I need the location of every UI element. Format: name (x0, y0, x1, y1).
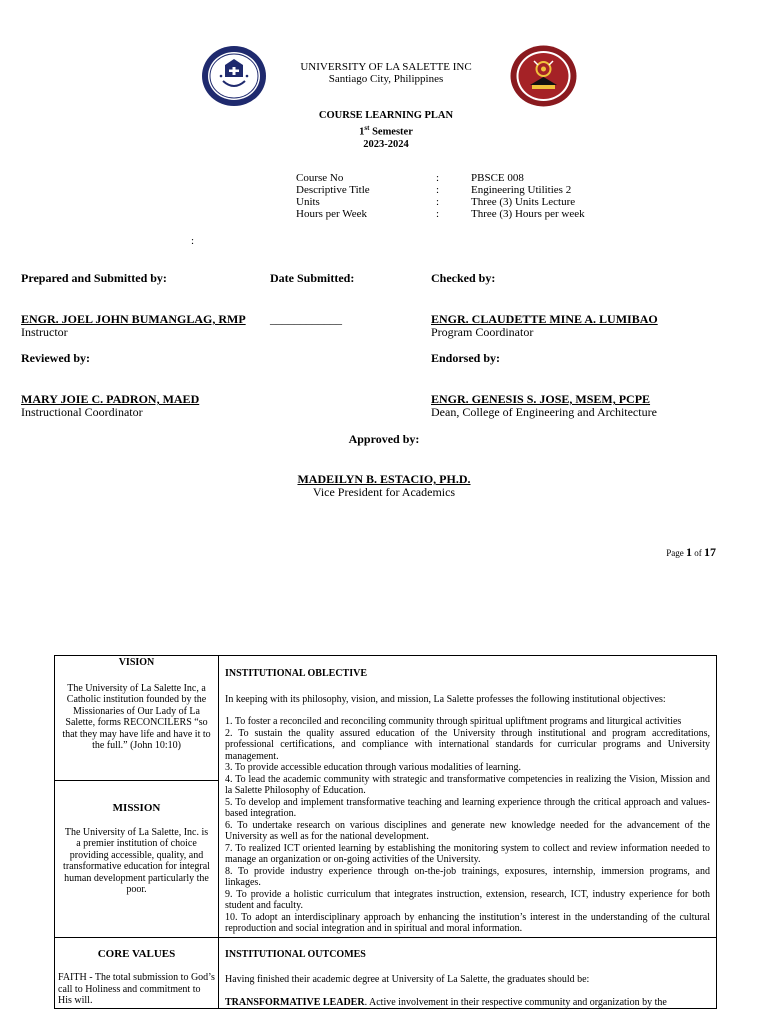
vision-mission-table (54, 655, 717, 1009)
school-year: 2023-2024 (363, 138, 409, 150)
objective-cell (219, 656, 717, 938)
core-values-text: FAITH - The total submission to God’s call to Holiness and commitment to His will. (58, 972, 215, 1006)
checked-label: Checked by: (431, 271, 496, 285)
objective-item: 9. To provide a holistic curriculum that integrates instruction, extension, research, ICT, industry experience for both student and faculty. (225, 888, 710, 911)
plan-title: COURSE LEARNING PLAN (318, 110, 454, 121)
objective-item: 3. To provide accessible education through various modalities of learning. (225, 762, 521, 773)
university-name: UNIVERSITY OF LA SALETTE INC (300, 61, 472, 73)
mission-cell (55, 781, 219, 938)
outcomes-cell (219, 937, 717, 1009)
objective-item: 8. To provide industry experience through on-the-job trainings, exposures, internship, immersion programs, and linkages. (225, 865, 710, 888)
core-values-title: CORE VALUES (97, 947, 176, 960)
approved-label: Approved by: (348, 432, 420, 446)
stray-colon: : (191, 235, 195, 247)
objective-item: 4. To lead the academic community with strategic and transformative competencies in realizing the Vision, Mission and la Salette Philosophy of Education. (225, 773, 710, 796)
outcomes-title: INSTITUTIONAL OUTCOMES (225, 948, 366, 960)
semester: 1st Semester (359, 124, 413, 138)
course-info-row: Course No : PBSCE 008 (296, 172, 524, 184)
prepared-name: ENGR. JOEL JOHN BUMANGLAG, RMP (21, 312, 246, 326)
approved-name: MADEILYN B. ESTACIO, PH.D. (297, 472, 471, 486)
reviewed-label: Reviewed by: (21, 351, 90, 365)
vision-cell (55, 656, 219, 781)
objective-item: 5. To develop and implement transformative teaching and learning experience through the critical approach and values-based integration. (225, 796, 710, 819)
date-line: ____________ (270, 312, 342, 326)
course-info-row: Descriptive Title : Engineering Utilities 2 (296, 184, 572, 196)
objective-item: 2. To sustain the quality assured education of the University through institutional and program accreditations, professional certifications, and compliance with international standards for curricular programs and University management. (225, 727, 710, 762)
course-info-row: Units : Three (3) Units Lecture (296, 196, 576, 208)
approved-role: Vice President for Academics (312, 485, 456, 499)
vision-title: VISION (118, 657, 155, 668)
course-info-row: Hours per Week : Three (3) Hours per week (296, 208, 585, 220)
endorsed-name: ENGR. GENESIS S. JOSE, MSEM, PCPE (431, 392, 651, 406)
core-values-cell (55, 937, 219, 1009)
page-number: Page 1 of 17 (666, 545, 716, 559)
checked-role: Program Coordinator (431, 325, 534, 339)
date-label: Date Submitted: (270, 271, 355, 285)
checked-name: ENGR. CLAUDETTE MINE A. LUMIBAO (431, 312, 658, 326)
objective-item: 7. To realized ICT oriented learning by establishing the monitoring system to collect and review information needed to manage an organization or on-going activities of the University. (225, 842, 710, 865)
objective-intro: In keeping with its philosophy, vision, and mission, La Salette professes the following institutional objectives: (225, 693, 666, 705)
prepared-role: Instructor (21, 325, 68, 339)
prepared-label: Prepared and Submitted by: (21, 271, 167, 285)
course-info (296, 172, 676, 220)
objective-item: 1. To foster a reconciled and reconciling community through spiritual upliftment programs and liturgical activities (225, 716, 682, 727)
mission-text: The University of La Salette, Inc. is a premier institution of choice providing accessible, quality, and transformative education for integral human development particularly the poor. (63, 826, 210, 895)
mission-title: MISSION (112, 802, 161, 814)
objective-list (225, 716, 710, 935)
objective-item: 6. To undertake research on various disciplines and generate new knowledge needed for the advancement of the University as well as for the national development. (225, 819, 710, 842)
objective-item: 10. To adopt an interdisciplinary approach by enhancing the institution’s interest in the understanding of the cultural reproduction and social integration and in spiritual and moral information. (225, 911, 710, 934)
objective-title: INSTITUTIONAL OBLECTIVE (225, 668, 367, 679)
endorsed-label: Endorsed by: (431, 351, 501, 365)
outcomes-intro: Having finished their academic degree at University of La Salette, the graduates should be: (225, 974, 590, 985)
college-of-engineering-seal-logo (510, 45, 577, 107)
outcome-item: TRANSFORMATIVE LEADER. Active involvement in their respective community and organization by the (225, 996, 667, 1008)
reviewed-name: MARY JOIE C. PADRON, MAED (21, 392, 200, 406)
reviewed-role: Instructional Coordinator (21, 405, 143, 419)
vision-text: The University of La Salette Inc, a Catholic institution founded by the Missionaries of Our Lady of La Salette, forms RECONCILERS “so that they may have life and have it to the full.” (John 10:10) (62, 682, 211, 751)
endorsed-role: Dean, College of Engineering and Architecture (431, 405, 657, 419)
university-location: Santiago City, Philippines (328, 73, 444, 85)
university-seal-logo (201, 45, 267, 107)
